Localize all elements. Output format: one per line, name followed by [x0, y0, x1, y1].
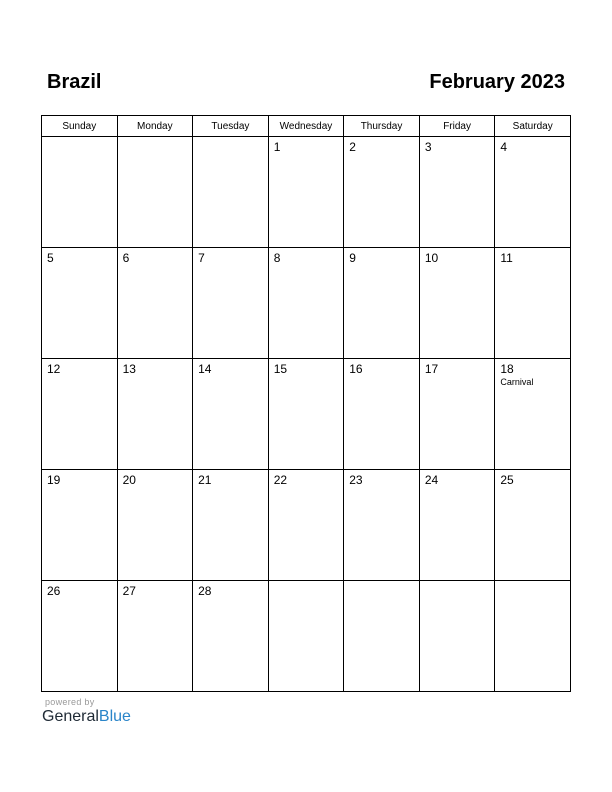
day-cell [419, 359, 495, 470]
day-cell [268, 248, 344, 359]
day-number: 15 [273, 362, 288, 376]
day-cell [495, 359, 571, 470]
day-number: 20 [122, 473, 136, 487]
day-number [495, 581, 570, 584]
day-cell [419, 137, 495, 248]
day-number [42, 137, 117, 140]
day-cell [419, 581, 495, 692]
day-cell [268, 581, 344, 692]
week-row [42, 137, 571, 248]
day-cell [193, 359, 269, 470]
country-title: Brazil [47, 71, 102, 93]
day-number [269, 581, 344, 584]
day-cell [495, 248, 571, 359]
day-cell [495, 137, 571, 248]
day-cell [117, 137, 193, 248]
day-number: 7 [198, 251, 205, 265]
day-number: 22 [273, 473, 288, 487]
day-cell [42, 581, 118, 692]
weekday-header: Friday [419, 116, 495, 137]
calendar-grid [41, 115, 571, 692]
day-number: 10 [424, 251, 439, 265]
brand-name-general: General [42, 708, 99, 725]
day-number: 8 [273, 251, 281, 265]
day-number: 18 [500, 362, 514, 376]
day-number: 24 [424, 473, 439, 487]
weekday-header-row [42, 116, 571, 137]
day-number: 2 [349, 140, 356, 154]
day-number: 26 [47, 584, 61, 598]
day-cell [42, 248, 118, 359]
day-number: 28 [198, 584, 212, 598]
day-number: 23 [349, 473, 363, 487]
day-number: 25 [500, 473, 514, 487]
day-cell [344, 137, 420, 248]
day-number [344, 581, 419, 584]
day-cell [42, 137, 118, 248]
day-cell [193, 581, 269, 692]
day-number [118, 137, 193, 140]
day-cell [193, 470, 269, 581]
day-cell [344, 581, 420, 692]
day-cell [117, 359, 193, 470]
day-number: 21 [198, 473, 212, 487]
month-year-title: February 2023 [429, 71, 565, 93]
weekday-header: Wednesday [268, 116, 344, 137]
weekday-header: Sunday [42, 116, 118, 137]
day-number: 27 [122, 584, 136, 598]
day-cell [268, 359, 344, 470]
week-row [42, 470, 571, 581]
week-row [42, 359, 571, 470]
brand-name-blue: Blue [98, 708, 131, 725]
week-row [42, 581, 571, 692]
day-cell [268, 470, 344, 581]
day-number: 5 [47, 251, 54, 265]
day-number: 16 [349, 362, 363, 376]
weekday-header: Thursday [344, 116, 420, 137]
day-cell [268, 137, 344, 248]
day-cell [193, 137, 269, 248]
weekday-header: Monday [117, 116, 193, 137]
day-cell [117, 248, 193, 359]
weekday-header: Tuesday [193, 116, 269, 137]
day-number: 12 [47, 362, 61, 376]
day-number: 9 [349, 251, 356, 265]
day-number: 6 [122, 251, 130, 265]
day-cell [344, 359, 420, 470]
day-number: 19 [47, 473, 61, 487]
powered-by-text: powered by [45, 697, 95, 707]
generalblue-logo[interactable] [42, 708, 131, 726]
day-number [193, 137, 268, 140]
day-number [420, 581, 495, 584]
day-number: 4 [500, 140, 508, 154]
day-cell [344, 248, 420, 359]
day-number: 3 [424, 140, 432, 154]
week-row [42, 248, 571, 359]
day-number: 14 [198, 362, 212, 376]
day-cell [42, 470, 118, 581]
day-number: 1 [273, 140, 281, 154]
day-cell [117, 581, 193, 692]
day-number: 17 [424, 362, 439, 376]
day-cell [117, 470, 193, 581]
weekday-header: Saturday [495, 116, 571, 137]
day-number: 11 [500, 251, 513, 265]
day-cell [419, 470, 495, 581]
day-cell [42, 359, 118, 470]
day-cell [495, 581, 571, 692]
day-cell [495, 470, 571, 581]
day-cell [193, 248, 269, 359]
day-cell [344, 470, 420, 581]
day-number: 13 [122, 362, 136, 376]
holiday-label: Carnival [500, 377, 534, 387]
day-cell [419, 248, 495, 359]
